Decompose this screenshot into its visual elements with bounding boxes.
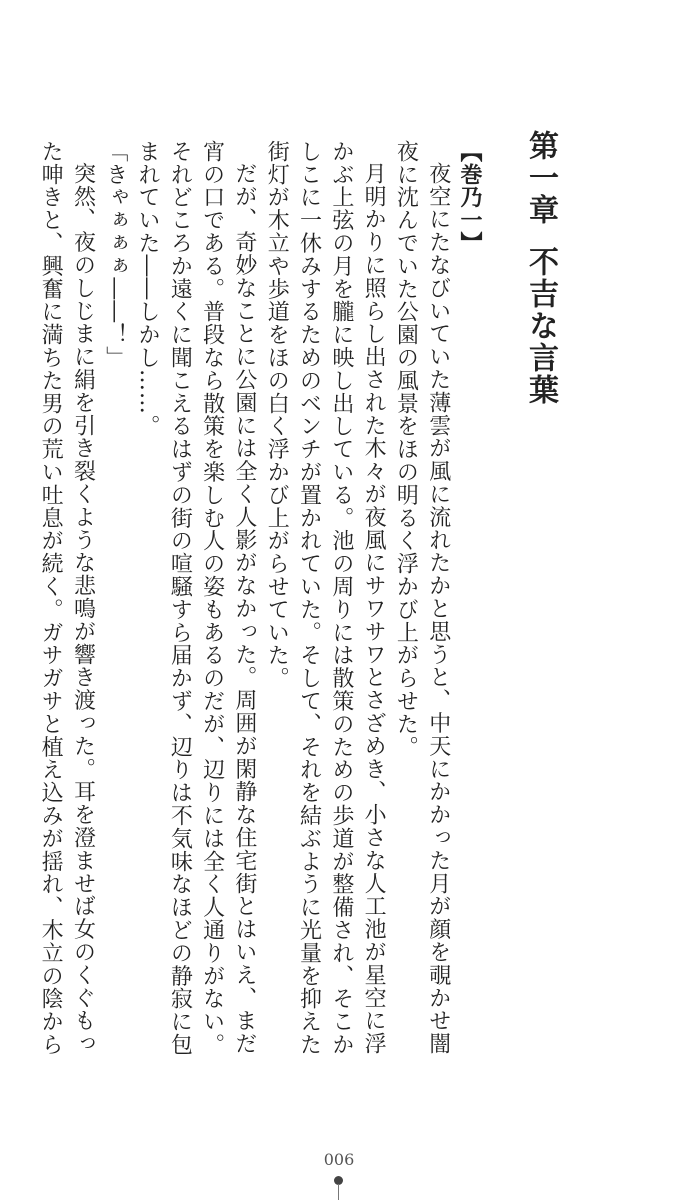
text-line: 街灯が木立や歩道をほの白く浮かび上がらせていた。 xyxy=(264,140,290,690)
dialogue-line: 「きゃぁぁぁ――！」 xyxy=(102,140,128,369)
text-line: 宵の口である。普段なら散策を楽しむ人の姿もあるのだが、辺りには全く人通りがない。 xyxy=(199,140,225,1056)
text-line: まれていた――しかし……。 xyxy=(135,140,161,438)
text-line: 月明かりに照らし出された木々が夜風にサワサワとさざめき、小さな人工池が星空に浮 xyxy=(361,162,387,1056)
text-line: それどころか遠くに聞こえるはずの街の喧騒すら届かず、辺りは不気味なほどの静寂に包 xyxy=(167,140,193,1056)
text-line: かぶ上弦の月を朧に映し出している。池の周りには散策のための歩道が整備され、そこか xyxy=(328,140,354,1056)
text-line: だが、奇妙なことに公園には全く人影がなかった。周囲が閑静な住宅街とはいえ、まだ xyxy=(231,162,257,1056)
text-line: た呻きと、興奮に満ちた男の荒い吐息が続く。ガサガサと植え込みが揺れ、木立の陰から xyxy=(38,140,64,1056)
section-heading: 【巻乃一】 xyxy=(457,140,483,255)
body-text xyxy=(34,140,486,1056)
chapter-name: 不吉な言葉 xyxy=(523,246,558,406)
page-number: 006 xyxy=(323,1150,355,1169)
text-line: 夜に沈んでいた公園の風景をほの明るく浮かび上がらせた。 xyxy=(393,140,419,759)
page-marker-stem xyxy=(338,1184,339,1200)
text-line: しこに一休みするためのベンチが置かれていた。そして、それを結ぶように光量を抑えた xyxy=(296,140,322,1056)
chapter-number: 第一章 xyxy=(523,130,558,226)
text-line: 夜空にたなびいていた薄雲が風に流れたかと思うと、中天にかかった月が顔を覗かせ闇 xyxy=(425,162,451,1056)
chapter-title xyxy=(520,130,560,406)
text-line: 突然、夜のしじまに絹を引き裂くような悲鳴が響き渡った。耳を澄ませば女のくぐもっ xyxy=(70,162,96,1056)
